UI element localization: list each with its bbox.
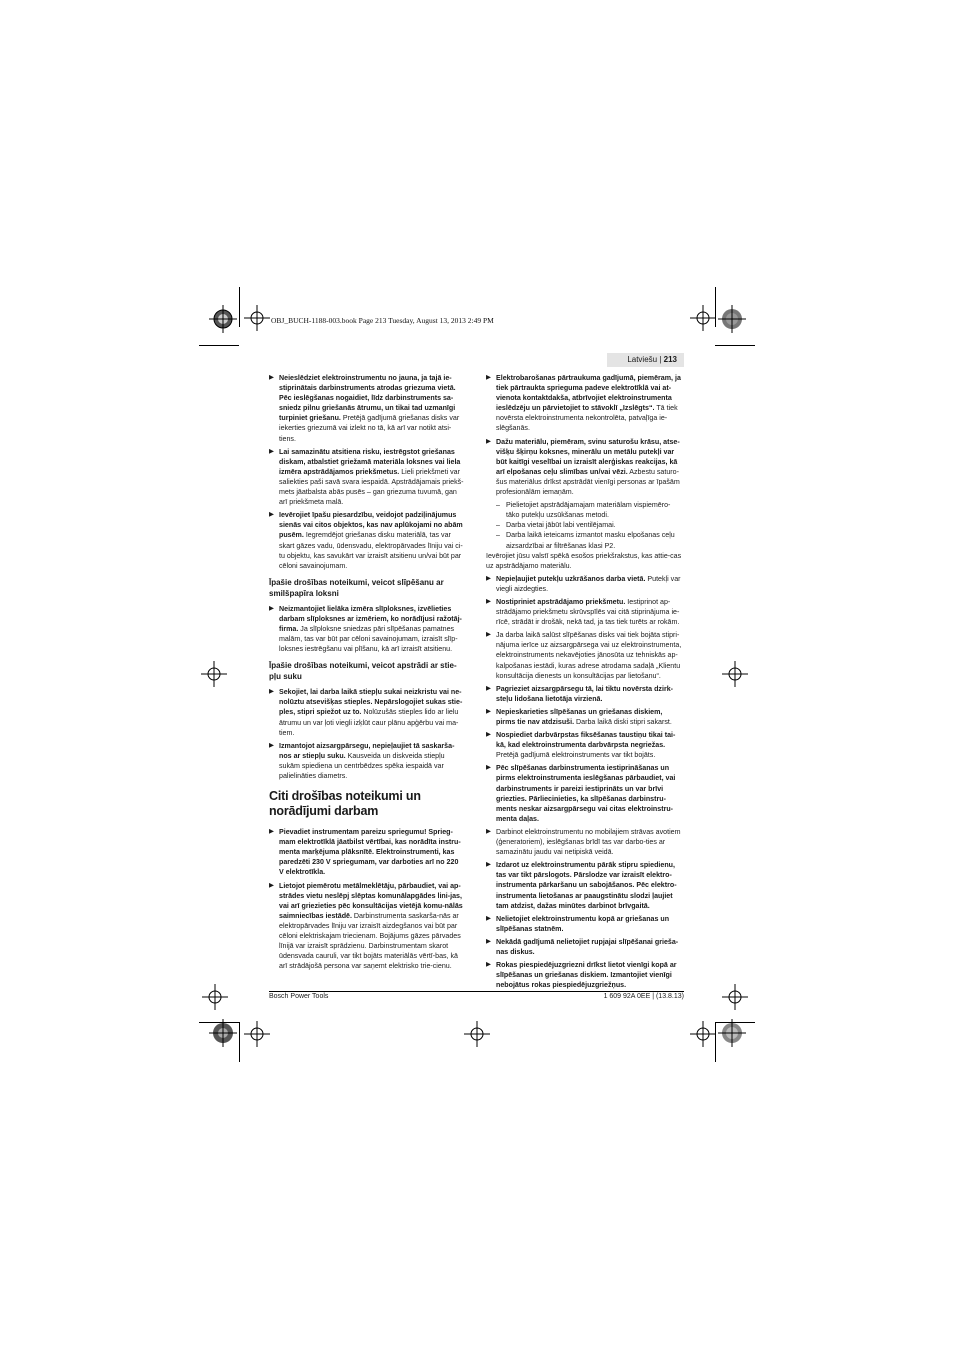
- bullet-item: [486, 730, 682, 760]
- bullet-bold-text: Nekādā gadījumā nelietojiet rupjajai slīpēšanai grieša-nas diskus.: [496, 937, 679, 956]
- bullet-bold-text: Pagrieziet aizsargpārsegu tā, lai tiktu novērsta dzirk-steļu lidošana lietotāja virzienā.: [496, 684, 674, 703]
- dash-text: Darba laikā ieteicams izmantot masku elpošanas ceļu aizsardzībai ar filtrēšanas klasi P2.: [506, 531, 675, 550]
- triangle-bullet-icon: ▶: [269, 447, 274, 455]
- color-target-icon: [718, 305, 746, 333]
- bullet-item: [269, 510, 465, 571]
- bullet-text: Lieli priekšmeti var saliekties paši savā svara iespaidā. Apstrādājamais priekš-mets jāatbalsta abās pusēs – gan griezuma tuvumā, gan arī priekšmeta malā.: [279, 467, 464, 507]
- bullet-item: [269, 881, 465, 972]
- bullet-item: [486, 937, 682, 957]
- bullet-bold-text: Lai samazinātu atsitiena risku, iestrēgstot griešanas diskam, atbalstiet griežamā materiāla loksnes vai liela izmēra apstrādājamos priekšmetus.: [279, 447, 461, 476]
- triangle-bullet-icon: ▶: [486, 764, 491, 772]
- bullet-item: [486, 684, 682, 704]
- registration-mark-icon: [209, 305, 237, 333]
- print-slug: OBJ_BUCH-1188-003.book Page 213 Tuesday, August 13, 2013 2:49 PM: [271, 316, 494, 325]
- left-column: [269, 373, 465, 974]
- bullet-bold-text: Nelietojiet elektroinstrumentu kopā ar griešanas un slīpēšanas statnēm.: [496, 914, 670, 933]
- footer-right: 1 609 92A 0EE | (13.8.13): [603, 993, 684, 1000]
- bullet-bold-text: Neieslēdziet elektroinstrumentu no jauna, ja tajā ie-stiprinātais darbinstruments atrodas griezuma vietā. Pēc ieslēgšanas nogaidiet, līdz darbinstruments sa-sniedz pilnu griešanās ātrumu, un tikai tad uzmanīgi turpiniet griešanu.: [279, 374, 456, 423]
- bullet-item: [486, 860, 682, 910]
- bullet-bold-text: Nostipriniet apstrādājamo priekšmetu.: [496, 597, 626, 606]
- bullet-bold-text: Nepieļaujiet putekļu uzkrāšanos darba vietā.: [496, 574, 646, 583]
- page-header: Latviešu | 213: [627, 355, 677, 364]
- bullet-text: Iegremdējot griešanas disku materiālā, tas var skart gāzes vadu, ūdensvadu, elektropārvades līniju vai ci-tu objektu, kas savukārt var izraisīt atsitienu un/vai būt par cēloni savainojumam.: [279, 531, 463, 570]
- bullet-text: Kausveida un diskveida stiepļu sukām spiediena un centrbēdzes spēka iespaidā var palielināties diametrs.: [279, 751, 445, 780]
- triangle-bullet-icon: ▶: [269, 604, 274, 612]
- subheading: Īpašie drošības noteikumi, veicot apstrādi ar stie-pļu suku: [269, 661, 457, 682]
- triangle-bullet-icon: ▶: [486, 861, 491, 869]
- triangle-bullet-icon: ▶: [269, 741, 274, 749]
- triangle-bullet-icon: ▶: [486, 961, 491, 969]
- bullet-bold-text: Nepieskarieties slīpēšanas un griešanas diskiem, pirms tie nav atdzisuši.: [496, 707, 663, 726]
- bullet-item: [269, 447, 465, 508]
- triangle-bullet-icon: ▶: [486, 597, 491, 605]
- bullet-item: [269, 373, 465, 444]
- registration-mark-icon: [244, 305, 270, 331]
- triangle-bullet-icon: ▶: [486, 437, 491, 445]
- bullet-item: [486, 914, 682, 934]
- registration-mark-icon: [690, 305, 716, 331]
- subheading: Īpašie drošības noteikumi, veicot slīpēšanu ar smilšpapīra loksni: [269, 577, 444, 598]
- triangle-bullet-icon: ▶: [486, 684, 491, 692]
- bullet-text: Tā tiek novērsta elektroinstrumenta nekontrolēta, patvaļīga ie-slēgšanās.: [496, 404, 678, 433]
- bullet-text: Pretējā gadījumā griešanas disks var iekerties griezumā vai izlekt no tā, kā arī var notikt atsi-tiens.: [279, 414, 460, 443]
- bullet-text: Pretējā gadījumā elektroinstruments var tikt bojāts.: [496, 751, 656, 760]
- color-target-icon: [209, 1019, 237, 1047]
- triangle-bullet-icon: ▶: [486, 914, 491, 922]
- dash-marker: –: [496, 531, 500, 540]
- dash-item: [486, 520, 682, 530]
- bullet-bold-text: Ievērojiet īpašu piesardzību, veidojot padziļinājumus sienās vai citos objektos, kas nav aplūkojami no abām pusēm.: [279, 511, 463, 540]
- triangle-bullet-icon: ▶: [269, 828, 274, 836]
- bullet-bold-text: Izdarot uz elektroinstrumentu pārāk stipru spiedienu, tas var tikt pārslogots. Pārslodze var izraisīt elektro-instrumenta pārkaršanu un sabojāšanos. Pēc elektro-instrumenta lietošanas ar paaugstinātu slodzi ļaujiet tam atdzist, dažas minūtes darbinot brīvgaitā.: [496, 861, 677, 910]
- triangle-bullet-icon: ▶: [486, 937, 491, 945]
- bullet-text: Iestiprinot ap-strādājamo priekšmetu skrūvspīlēs vai citā stiprinājuma ie-rīcē, strādāt ir drošāk, nekā tad, ja tas tiek turēts ar rokām.: [496, 597, 680, 627]
- bullet-item: [486, 437, 682, 498]
- bullet-item: [269, 687, 465, 737]
- bullet-item: [486, 827, 682, 857]
- paragraph: Ievērojiet jūsu valstī spēkā esošos priekšrakstus, kas attie-cas uz apstrādājamo materiālu.: [486, 551, 682, 570]
- bullet-bold-text: Dažu materiālu, piemēram, svinu saturošu krāsu, atse-višķu šķirņu koksnes, minerālu un metālu putekļi var būt kaitīgi veselībai un izraisīt alerģiskas reakcijas, kā arī elpošanas ceļu slimības un/vai vēzi.: [496, 437, 680, 476]
- crop-mark: [199, 345, 239, 346]
- triangle-bullet-icon: ▶: [486, 574, 491, 582]
- bullet-bold-text: Pēc slīpēšanas darbinstrumenta iestiprināšanas un pirms elektroinstrumenta ieslēgšanas pārbaudiet, vai darbinstruments ir pareizi iestiprināts un var brīvi griezties. Pārliecinieties, ka slīpēšanas darbinstru-ments neskar aizsargpārsegu vai citas elektroinstru-menta daļas.: [496, 764, 676, 823]
- crop-mark: [239, 1022, 240, 1062]
- crop-mark: [715, 345, 755, 346]
- bullet-text: Ja slīploksne sniedzas pāri slīpēšanas pamatnes malām, tas var būt par cēloni savainojumam, izraisīt slīp-loksnes iestrēgšanu vai plīšanu, kā arī izraisīt atsitienu.: [279, 624, 458, 654]
- color-target-icon: [718, 1019, 746, 1047]
- bullet-item: [486, 630, 682, 680]
- dash-text: Darba vietai jābūt labi ventilējamai.: [506, 521, 616, 530]
- bullet-item: [486, 373, 682, 434]
- triangle-bullet-icon: ▶: [269, 511, 274, 519]
- bullet-bold-text: Neizmantojiet lielāka izmēra slīploksnes, izvēlieties darbam slīploksnes ar izmēriem, ko norādījusi ražotāj-firma.: [279, 604, 462, 633]
- bullet-text: Darba laikā diski stipri sakarst.: [574, 718, 672, 726]
- bullet-item: [486, 707, 682, 727]
- bullet-text: Putekļi var viegli aizdegties.: [496, 574, 681, 593]
- dash-marker: –: [496, 501, 500, 510]
- triangle-bullet-icon: ▶: [269, 881, 274, 889]
- header-language: Latviešu: [627, 355, 658, 364]
- bullet-item: [486, 597, 682, 627]
- bullet-item: [269, 741, 465, 781]
- dash-item: [486, 500, 682, 520]
- bullet-text: Darbinstrumenta saskarša-nās ar elektropārvades līniju var izraisīt aizdegšanos vai būt par cēloni elektriskajam triecienam. Bojājums gāzes pārvades līnijā var izraisīt sprādzienu. Darbinstrumentam skarot ūdensvada cauruli, var tikt bojāts materiālās vērtī-bas, kā arī strādājošā persona var saņemt elektrisko trie-cienu.: [279, 911, 461, 971]
- registration-mark-icon: [202, 984, 228, 1010]
- bullet-item: [486, 574, 682, 594]
- bullet-bold-text: Rokas piespiedējuzgriezni drīkst lietot vienīgi kopā ar slīpēšanas un griešanas diskiem. Izmantojiet vienīgi nebojātus rokas piespiedējuzgriežņus.: [496, 961, 677, 990]
- triangle-bullet-icon: ▶: [486, 374, 491, 381]
- footer-left: Bosch Power Tools: [269, 993, 329, 1000]
- registration-mark-icon: [244, 1021, 270, 1047]
- triangle-bullet-icon: ▶: [486, 707, 491, 715]
- triangle-bullet-icon: ▶: [269, 688, 274, 696]
- registration-mark-icon: [201, 661, 227, 687]
- triangle-bullet-icon: ▶: [486, 731, 491, 739]
- right-column: [486, 373, 682, 993]
- bullet-item: [486, 763, 682, 824]
- bullet-bold-text: Pievadiet instrumentam pareizu spriegumu! Sprieg-mam elektrotīklā jāatbilst vērtībai, kas norādīta instru-menta marķējuma plāksnītē. Elektroinstrumenti, kas paredzēti 230 V spriegumam, var darboties arī no 220 V elektrotīkla.: [279, 828, 461, 877]
- bullet-text: Nolūzušās stieples lido ar lielu ātrumu un var ļoti viegli izķlūt caur plānu apģērbu vai ma-tiem.: [279, 708, 459, 737]
- page-number: 213: [663, 355, 677, 364]
- bullet-text: Darbinot elektroinstrumentu no mobilajiem strāvas avotiem (ģeneratoriem), ieslēgšanas brīdī tas var darbo-ties ar samazinātu jaudu vai netipiskā veidā.: [496, 827, 681, 857]
- bullet-bold-text: Elektrobarošanas pārtraukuma gadījumā, piemēram, ja tiek pārtraukta sprieguma padeve elektrotīklā vai at-vienota kontaktdakša, atbrīvojiet elektroinstrumenta ieslēdzēju un pārvietojiet to stāvoklī „Izslēgts“.: [496, 374, 681, 413]
- bullet-bold-text: Nospiediet darbvārpstas fiksēšanas taustiņu tikai tai-kā, kad elektroinstrumenta darbvārpsta negriežas.: [496, 731, 676, 750]
- triangle-bullet-icon: ▶: [269, 374, 274, 381]
- registration-mark-icon: [722, 984, 748, 1010]
- bullet-text: Azbestu saturo-šus materiālus drīkst apstrādāt vienīgi personas ar īpašām profesionālām iemaņām.: [496, 467, 680, 497]
- bullet-item: [269, 827, 465, 877]
- section-title: Citi drošības noteikumi un norādījumi darbam: [269, 789, 421, 819]
- footer-rule: [269, 991, 684, 992]
- bullet-bold-text: Lietojot piemērotu metālmeklētāju, pārbaudiet, vai ap-strādes vietu neslēpj slēptas komunālapgādes lini-jas, vai arī griezieties pēc konsultācijas vietējā komu-nālās saimniecības iestādē.: [279, 881, 463, 920]
- registration-mark-icon: [690, 1021, 716, 1047]
- crop-mark: [239, 287, 240, 327]
- registration-mark-icon: [722, 661, 748, 687]
- bullet-bold-text: Sekojiet, lai darba laikā stiepļu sukai neizkristu vai ne-nolūztu atsevišķas stieples. Nepārslogojiet sukas stie-ples, stipri spiežot uz to.: [279, 688, 463, 717]
- bullet-text: Ja darba laikā salūst slīpēšanas disks vai tiek bojāta stipri-nājuma ierīce uz aizsargpārsega vai uz elektroinstrumenta, elektroinstruments nekavējoties jānosūta uz tehniskās ap-kalpošanas iestādi, kuras adrese atrodama sadaļā „Klientu konsultācija dienests un konsultācijas par lietošanu“.: [496, 631, 682, 680]
- dash-text: Pielietojiet apstrādājamajam materiālam vispiemēro-tāko putekļu uzsūkšanas metodi.: [506, 501, 671, 520]
- dash-marker: –: [496, 521, 500, 530]
- triangle-bullet-icon: ▶: [486, 827, 491, 835]
- bullet-bold-text: Izmantojot aizsargpārsegu, nepieļaujiet tā saskarša-nos ar stiepļu suku.: [279, 741, 455, 760]
- dash-item: [486, 530, 682, 550]
- bullet-item: [486, 960, 682, 990]
- bullet-item: [269, 604, 465, 654]
- triangle-bullet-icon: ▶: [486, 631, 491, 639]
- registration-mark-icon: [464, 1021, 490, 1047]
